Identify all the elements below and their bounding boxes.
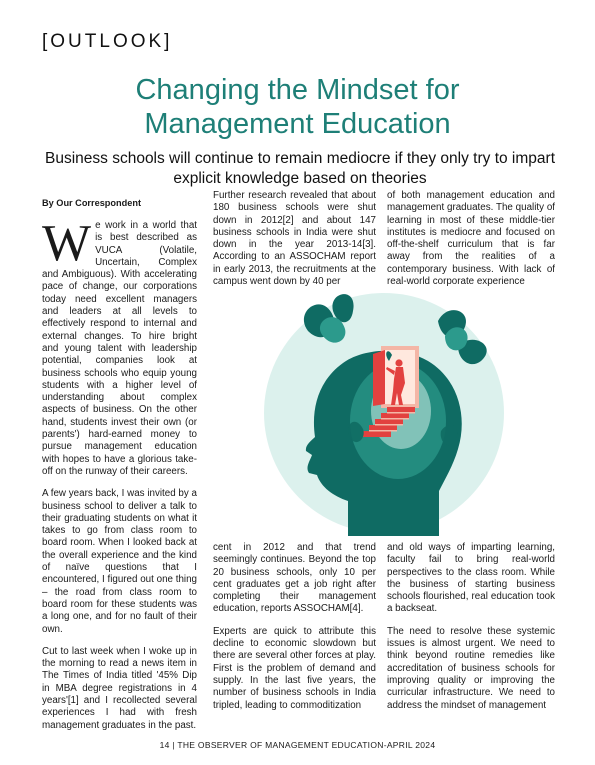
paragraph: Further research revealed that about 180 business schools were shut down in 2012[2] and about 147 business schools in India were shut down in the year 2013-14[3]. According to an ASSOCHAM report in early 2013, the recruitments at the campus went down by 40 per <box>213 190 376 288</box>
drop-cap: W <box>42 215 92 272</box>
paragraph: The need to resolve these systemic issues is almost urgent. We need to think beyond routine remedies like accreditation of business schools for improving quality or improving the curricular infrastructure. We need to address the mindset of management <box>387 625 555 711</box>
article-subtitle: Business schools will continue to remain mediocre if they only try to impart explicit knowledge based on theories <box>45 150 555 187</box>
column-2-bottom <box>213 542 376 722</box>
title-line-1: Changing the Mindset for <box>135 74 460 106</box>
title-line-2: Management Education <box>144 108 451 140</box>
paragraph: and old ways of imparting learning, faculty fail to bring real-world perspectives to the class room. While the business of starting business schools flourished, real education took a backseat. <box>387 542 555 615</box>
column-3-bottom <box>387 542 555 722</box>
paragraph: Experts are quick to attribute this decline to economic slowdown but there are several other forces at play. First is the problem of demand and supply. In the last five years, the number of business schools in India tripled, leading to commoditization <box>213 625 376 711</box>
head-silhouette-door-illustration <box>213 291 555 536</box>
paragraph: of both management education and management graduates. The quality of learning in most of these middle-tier institutes is mediocre and focused on off-the-shelf curriculum that is far away from the realities of a contemporary business. With lack of real-world corporate experience <box>387 190 555 288</box>
section-label: [OUTLOOK] <box>42 31 173 52</box>
column-2-top <box>213 190 376 298</box>
article-title <box>0 73 595 141</box>
column-3-top <box>387 190 555 298</box>
paragraph: Cut to last week when I woke up in the morning to read a news item in The Times of India titled '45% Dip in MBA degree registrations in 4 years'[1] and I recollected several experiences I had with fresh management graduates in the past. <box>42 645 197 731</box>
page-footer: 14 | THE OBSERVER OF MANAGEMENT EDUCATION-APRIL 2024 <box>159 740 436 750</box>
paragraph: cent in 2012 and that trend seemingly continues. Beyond the top 20 business schools, only 10 per cent graduates get a job right after completing their management education, reports ASSOCHAM[4]. <box>213 542 376 615</box>
paragraph: We work in a world that is best described as VUCA (Volatile, Uncertain, Complex and Ambiguous). With accelerating pace of change, our corporations today need excellent managers and leaders at all levels to effectively respond to internal and external changes. To hire bright and young talent with leadership potential, companies look at business schools who equip young students with a higher level of understanding about complex aspects of business. On the other hand, students invest their own (or parents') hard-earned money to pursue management education with hopes to have a glorious take-off on the runway of their careers. <box>42 215 197 477</box>
byline: By Our Correspondent <box>42 198 142 208</box>
paragraph: A few years back, I was invited by a business school to deliver a talk to their graduating students on what it takes to go from class room to board room. When I looked back at the overall experience and the kind of naïve questions that I encountered, I figured out one thing – the road from class room to board room for these students was a long one, and for no fault of their own. <box>42 488 197 635</box>
column-1 <box>42 215 197 742</box>
